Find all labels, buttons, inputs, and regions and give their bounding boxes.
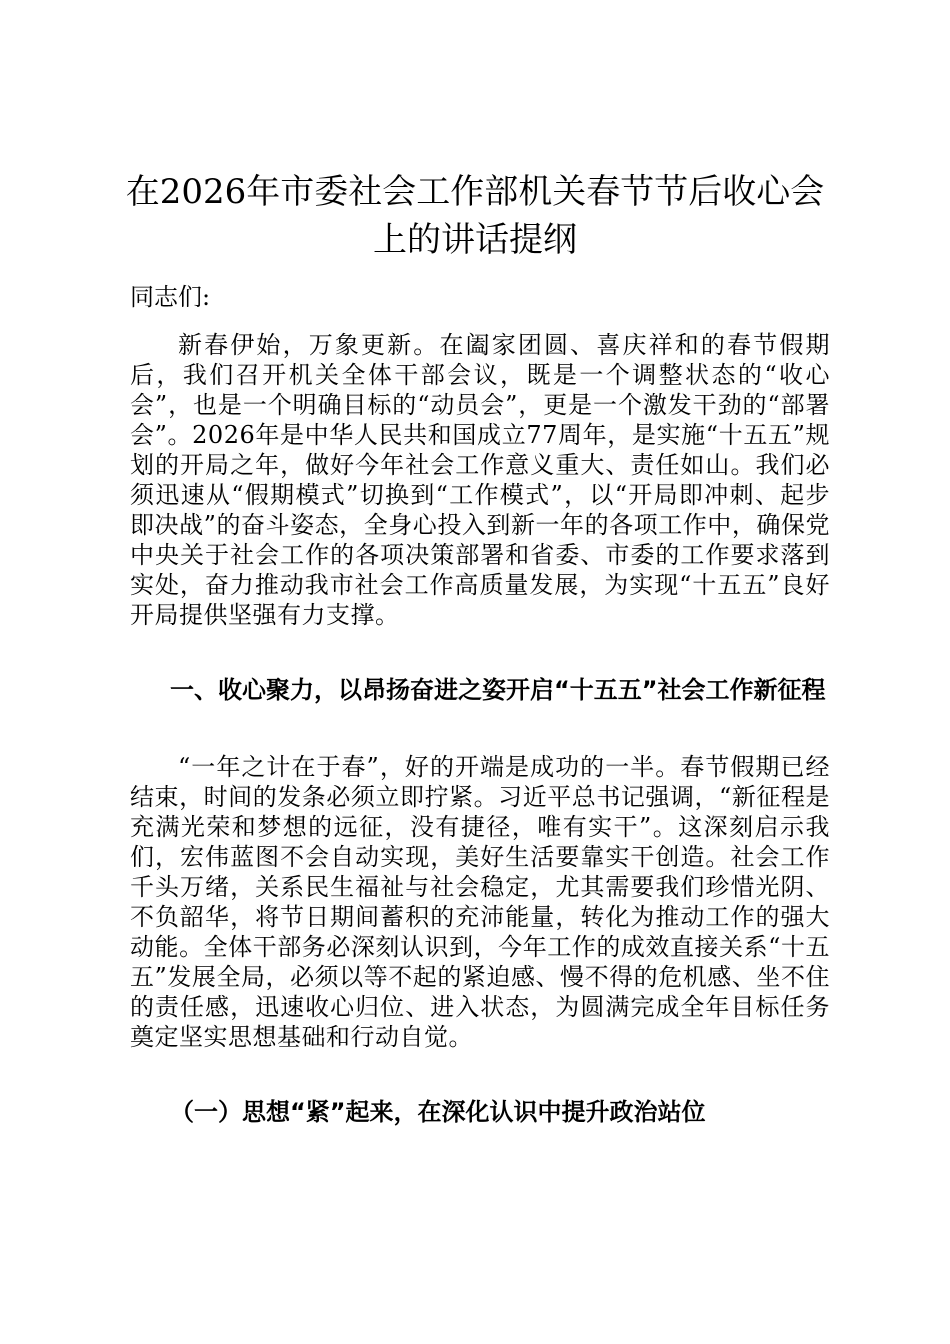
salutation: 同志们: [130,283,211,311]
paragraph-section-1: “一年之计在于春”，好的开端是成功的一半。春节假期已经结束，时间的发条必须立即拧紧。习近平总书记强调，“新征程是充满光荣和梦想的远征，没有捷径，唯有实干”。这深刻启示我们，宏伟蓝图不会自动实现，美好生活要靠实干创造。社会工作千头万绪，关系民生福祉与社会稳定，尤其需要我们珍惜光阴、不负韶华，将节日期间蓄积的充沛能量，转化为推动工作的强大动能。全体干部务必深刻认识到，今年工作的成效直接关系“十五五”发展全局，必须以等不起的紧迫感、慢不得的危机感、坐不住的责任感，迅速收心归位、进入状态，为圆满完成全年目标任务奠定坚实思想基础和行动自觉。 [130,753,830,1051]
section-heading-1: 一、收心聚力，以昂扬奋进之姿开启“十五五”社会工作新征程 [170,676,826,704]
document-title: 在2026年市委社会工作部机关春节节后收心会上的讲话提纲 [125,172,825,260]
paragraph-intro: 新春伊始，万象更新。在阖家团圆、喜庆祥和的春节假期后，我们召开机关全体干部会议，既是一个调整状态的“收心会”，也是一个明确目标的“动员会”，更是一个激发干劲的“部署会”。2026年是中华人民共和国成立77周年，是实施“十五五”规划的开局之年，做好今年社会工作意义重大、责任如山。我们必须迅速从“假期模式”切换到“工作模式”，以“开局即冲刺、起步即决战”的奋斗姿态，全身心投入到新一年的各项工作中，确保党中央关于社会工作的各项决策部署和省委、市委的工作要求落到实处，奋力推动我市社会工作高质量发展，为实现“十五五”良好开局提供坚强有力支撑。 [130,331,830,629]
subsection-heading-1: （一）思想“紧”起来，在深化认识中提升政治站位 [170,1098,706,1126]
